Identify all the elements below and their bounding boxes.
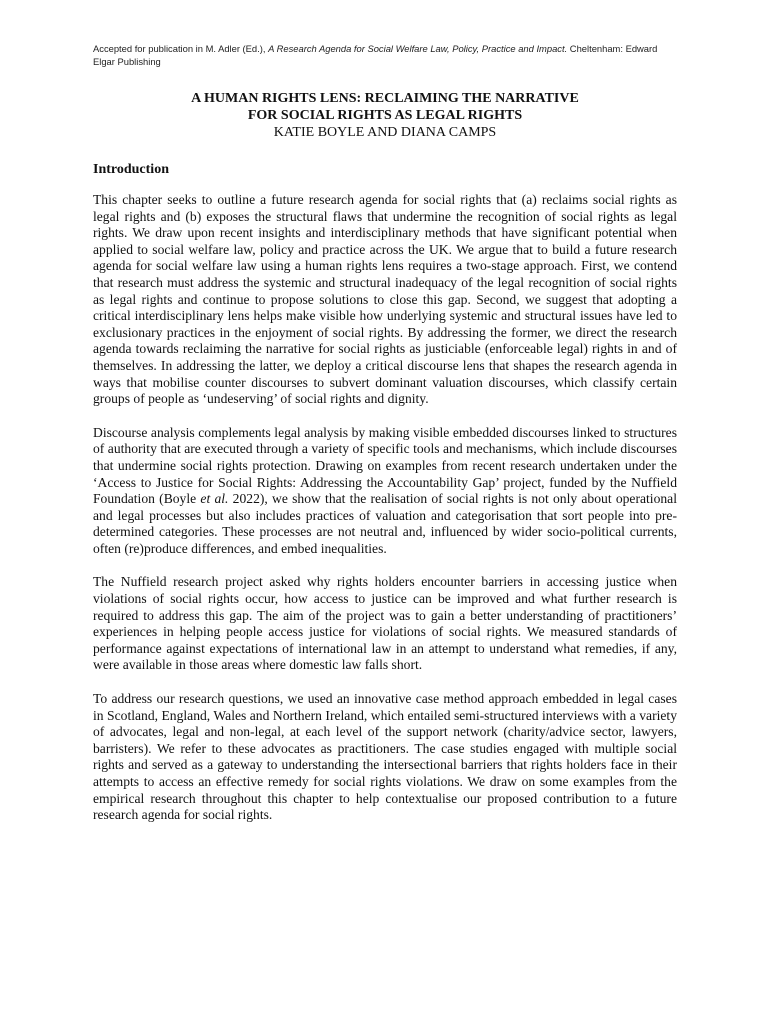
chapter-authors: KATIE BOYLE AND DIANA CAMPS: [273, 125, 497, 140]
publication-note: [93, 42, 677, 68]
section-heading-introduction: Introduction: [93, 162, 169, 177]
publication-note-suffix: Cheltenham: Edward Elgar Publishing: [93, 43, 658, 67]
chapter-title-line-2: FOR SOCIAL RIGHTS AS LEGAL RIGHTS: [247, 108, 523, 123]
chapter-title-block: [93, 90, 677, 141]
publication-book-title: A Research Agenda for Social Welfare Law, Policy, Practice and Impact.: [268, 43, 568, 54]
paragraph-2-text-a: Discourse analysis complements legal analysis by making visible embedded discourses linked to structures of authority that are executed through a variety of specific tools and mechanisms, which include discourses that undermine social rights protection. Drawing on examples from recent research undertaken under the ‘Access to Justice for Social Rights: Addressing the Accountability Gap’ project, funded by the Nuffield Foundation (Boyle: [93, 424, 677, 507]
chapter-title-line-1: A HUMAN RIGHTS LENS: RECLAIMING THE NARRATIVE: [191, 91, 579, 106]
document-page: [93, 42, 677, 841]
paragraph-2-text-b: 2022), we show that the realisation of social rights is not only about operational and legal processes but also includes practices of valuation and categorisation that sort people into pre-determined categories. These processes are not neutral and, influenced by wider socio-political currents, often (re)produce differences, and embed inequalities.: [93, 491, 677, 556]
paragraph-4: To address our research questions, we used an innovative case method approach embedded in legal cases in Scotland, England, Wales and Northern Ireland, which entailed semi-structured interviews with a variety of advocates, legal and non-legal, at each level of the support network (charity/advice sector, lawyers, barristers). We refer to these advocates as practitioners. The case studies engaged with multiple social rights and served as a gateway to understanding the intersectional barriers that rights holders face in their attempts to access an effective remedy for social rights violations. We draw on some examples from the empirical research throughout this chapter to help contextualise our proposed contribution to a future research agenda for social rights.: [93, 691, 677, 823]
paragraph-2-et-al: et al.: [200, 491, 229, 507]
paragraph-2: [93, 425, 677, 558]
publication-note-prefix: Accepted for publication in M. Adler (Ed.),: [93, 43, 269, 54]
paragraph-3: The Nuffield research project asked why rights holders encounter barriers in accessing justice when violations of social rights occur, how access to justice can be improved and what further research is required to address this gap. The aim of the project was to gain a better understanding of practitioners’ experiences in helping people access justice for violations of social rights. We measured standards of performance against expectations of international law in an attempt to understand what remedies, if any, were available in those areas where domestic law falls short.: [93, 574, 677, 673]
paragraph-1: This chapter seeks to outline a future research agenda for social rights that (a) reclaims social rights as legal rights and (b) exposes the structural flaws that undermine the recognition of social rights as legal rights. We draw upon recent insights and interdisciplinary methods that have significant potential when applied to social welfare law, policy and practice across the UK. We argue that to build a future research agenda for social welfare law using a human rights lens requires a two-stage approach. First, we contend that research must address the systemic and structural inadequacy of the legal recognition of social rights as legal rights and continue to propose solutions to close this gap. Second, we suggest that adopting a critical interdisciplinary lens helps make visible how underlying systemic and structural issues have led to exclusionary practices in the enjoyment of social rights. By addressing the former, we direct the research agenda towards reclaiming the narrative for social rights as justiciable (enforceable legal) rights in and of themselves. In addressing the latter, we deploy a critical discourse lens that shapes the research agenda in ways that mobilise counter discourses to subvert dominant valuation discourses, which classify certain groups of people as ‘undeserving’ of social rights and dignity.: [93, 192, 677, 407]
